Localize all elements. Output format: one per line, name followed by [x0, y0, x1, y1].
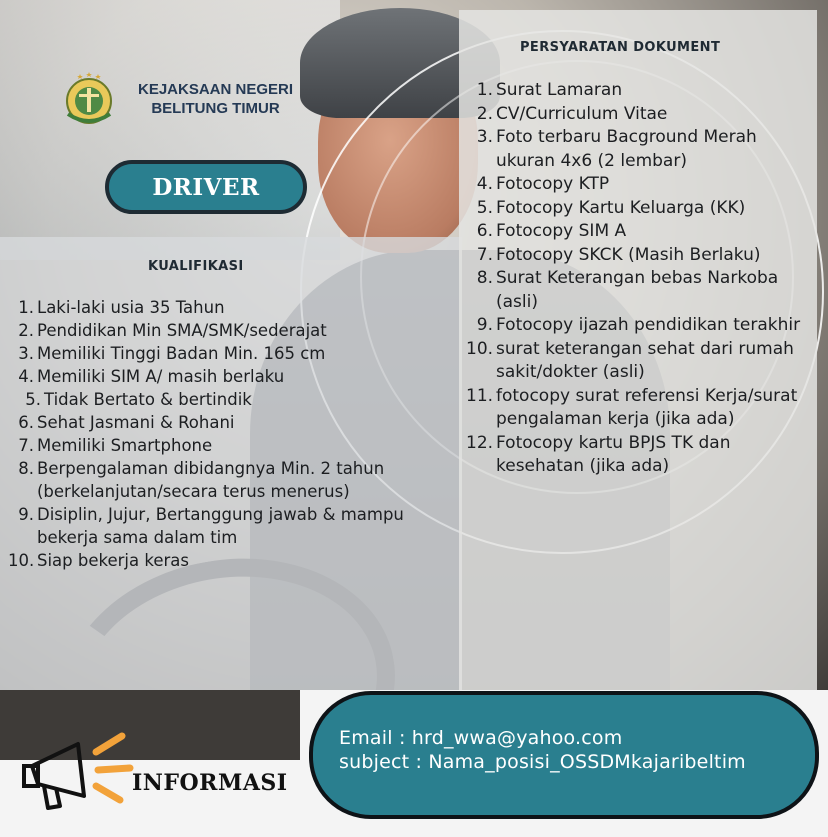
item-text: Fotocopy Kartu Keluarga (KK): [496, 197, 746, 218]
item-text: Foto terbaru Bacground Merah ukuran 4x6 (2 lembar): [496, 127, 757, 171]
item-number: 1.: [18, 298, 34, 317]
list-item: [466, 432, 818, 479]
item-text: Berpengalaman dibidangnya Min. 2 tahun (berkelanjutan/secara terus menerus): [37, 459, 385, 501]
org-line-1: KEJAKSAAN NEGERI: [138, 81, 294, 98]
contact-subject: subject : Nama_posisi_OSSDMkajaribeltim: [339, 751, 746, 773]
contact-email[interactable]: Email : hrd_wwa@yahoo.com: [339, 727, 623, 749]
item-number: 10.: [8, 551, 35, 570]
item-text: CV/Curriculum Vitae: [496, 103, 668, 124]
item-number: 1.: [476, 80, 493, 100]
item-text: Laki-laki usia 35 Tahun: [37, 298, 225, 317]
list-item: [8, 296, 458, 319]
item-number: 2.: [476, 103, 493, 124]
item-text: Memiliki Tinggi Badan Min. 165 cm: [37, 344, 326, 363]
list-item: [466, 103, 818, 127]
item-number: 8.: [18, 459, 34, 478]
list-item: [466, 173, 818, 197]
item-text: Disiplin, Jujur, Bertanggung jawab & mampu bekerja sama dalam tim: [37, 505, 404, 547]
list-item: [8, 411, 458, 434]
list-item: [8, 342, 458, 365]
list-item: [466, 267, 818, 314]
persyaratan-list: [466, 79, 818, 479]
list-item: [466, 314, 818, 338]
item-number: 10.: [466, 338, 494, 359]
item-text: Pendidikan Min SMA/SMK/sederajat: [37, 321, 327, 340]
list-item: [8, 549, 458, 572]
kejaksaan-emblem-icon: [58, 68, 120, 130]
item-number: 11.: [466, 385, 494, 406]
item-number: 12.: [466, 432, 494, 453]
item-text: Surat Keterangan bebas Narkoba (asli): [496, 268, 779, 312]
informasi-label: INFORMASI: [132, 770, 288, 796]
item-number: 4.: [476, 174, 493, 194]
persyaratan-title: PERSYARATAN DOKUMENT: [520, 40, 721, 55]
item-number: 7.: [476, 244, 493, 265]
position-title: DRIVER: [152, 173, 260, 201]
item-number: 3.: [18, 344, 34, 363]
item-number: 9.: [476, 315, 493, 335]
kualifikasi-list: [8, 296, 458, 572]
list-item: [466, 338, 818, 385]
list-item: [8, 434, 458, 457]
background-window: [0, 0, 340, 260]
item-number: 5.: [476, 197, 493, 218]
item-number: 6.: [476, 221, 493, 241]
item-text: Tidak Bertato & bertindik: [44, 390, 252, 409]
position-badge: [105, 160, 307, 214]
list-item: [8, 457, 458, 503]
item-text: surat keterangan sehat dari rumah sakit/dokter (asli): [496, 338, 794, 382]
item-text: Fotocopy KTP: [496, 174, 610, 194]
item-number: 9.: [18, 505, 34, 524]
list-item: [466, 385, 818, 432]
kualifikasi-title: KUALIFIKASI: [148, 259, 244, 274]
list-item: [466, 79, 818, 103]
organization-name: [138, 80, 293, 118]
item-number: 7.: [18, 436, 34, 455]
item-text: Sehat Jasmani & Rohani: [37, 413, 235, 432]
list-item: [8, 503, 458, 549]
item-number: 3.: [476, 127, 493, 147]
list-item: [8, 319, 458, 342]
item-number: 6.: [18, 413, 34, 432]
list-item: [466, 126, 818, 173]
item-number: 8.: [476, 268, 493, 288]
item-text: Surat Lamaran: [496, 80, 623, 100]
item-text: fotocopy surat referensi Kerja/surat pengalaman kerja (jika ada): [496, 385, 798, 429]
list-item: [15, 388, 458, 411]
list-item: [466, 220, 818, 244]
item-text: Fotocopy SKCK (Masih Berlaku): [496, 244, 761, 265]
item-text: Siap bekerja keras: [37, 551, 189, 570]
item-number: 5.: [25, 390, 41, 409]
item-text: Memiliki SIM A/ masih berlaku: [37, 367, 285, 386]
item-text: Fotocopy SIM A: [496, 221, 627, 241]
megaphone-icon: [18, 722, 138, 818]
item-number: 4.: [18, 367, 34, 386]
list-item: [466, 197, 818, 221]
list-item: [8, 365, 458, 388]
org-line-2: BELITUNG TIMUR: [151, 100, 280, 117]
item-number: 2.: [18, 321, 34, 340]
item-text: Fotocopy kartu BPJS TK dan kesehatan (jika ada): [496, 432, 731, 476]
item-text: Fotocopy ijazah pendidikan terakhir: [496, 315, 801, 335]
list-item: [466, 244, 818, 268]
item-text: Memiliki Smartphone: [37, 436, 213, 455]
